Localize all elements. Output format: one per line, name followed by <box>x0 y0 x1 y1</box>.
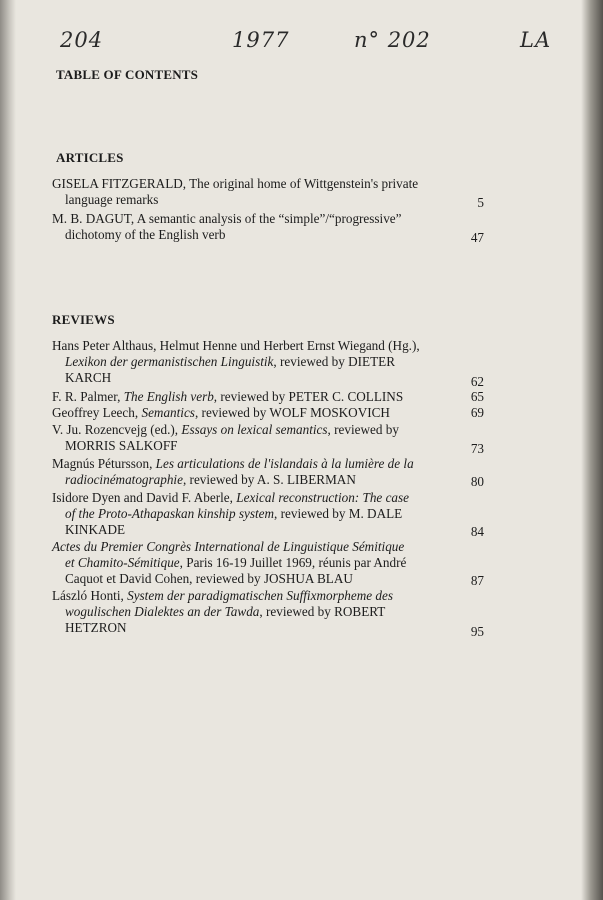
entry-line: Magnús Pétursson, Les articulations de l'islandais à la lumière de la <box>52 456 414 471</box>
entry-line: et Chamito-Sémitique, Paris 16-19 Juillet 1969, réunis par André <box>65 555 407 570</box>
entry-line: KARCH <box>65 370 112 385</box>
entry-line: Caquot et David Cohen, reviewed by JOSHUA BLAU <box>65 571 353 586</box>
entry-line: dichotomy of the English verb <box>65 227 226 242</box>
page-number: 73 <box>470 441 484 456</box>
review-entry <box>52 490 484 538</box>
page-number: 69 <box>470 405 484 420</box>
review-entry <box>52 539 484 587</box>
entry-line: of the Proto-Athapaskan kinship system, reviewed by M. DALE <box>65 506 403 521</box>
review-entry <box>52 338 484 389</box>
entry-line: GISELA FITZGERALD, The original home of Wittgenstein's private <box>52 176 419 191</box>
book-title: Semantics <box>141 405 195 420</box>
book-title: System der paradigmatischen Suffixmorpheme des <box>127 588 393 603</box>
page-number: 80 <box>470 474 484 489</box>
book-title: of the Proto-Athapaskan kinship system <box>65 506 275 521</box>
handwritten-annotation-year: 1977 <box>232 28 290 52</box>
book-title: Essays on lexical semantics <box>181 422 328 437</box>
entry-line: Lexikon der germanistischen Linguistik, reviewed by DIETER <box>65 354 396 369</box>
entry-line: F. R. Palmer, The English verb, reviewed by PETER C. COLLINS <box>52 389 404 404</box>
entry-line: HETZRON <box>65 620 127 635</box>
book-title: et Chamito-Sémitique <box>65 555 180 570</box>
entry-line: MORRIS SALKOFF <box>65 438 178 453</box>
page-number: 62 <box>470 374 484 389</box>
book-title: wogulischen Dialektes an der Tawda <box>65 604 260 619</box>
page-number: 87 <box>470 573 484 588</box>
entry-line: KINKADE <box>65 522 126 537</box>
page-number: 47 <box>470 230 484 245</box>
book-title: Les articulations de l'islandais à la lumière de la <box>155 456 414 471</box>
entry-line: language remarks <box>65 192 159 207</box>
book-title: Lexikon der germanistischen Linguistik <box>65 354 274 369</box>
handwritten-annotation-number: n° 202 <box>354 28 431 52</box>
book-title: Lexical reconstruction: The case <box>236 490 410 505</box>
scan-edge-right <box>581 0 603 900</box>
page-number: 65 <box>470 389 484 404</box>
review-entry <box>52 405 484 421</box>
article-entry <box>52 211 484 243</box>
entry-line <box>52 539 484 555</box>
review-entry <box>52 456 484 488</box>
page-number: 84 <box>470 524 484 539</box>
entry-line: László Honti, System der paradigmatischen Suffixmorpheme des <box>52 588 393 603</box>
book-title: The English verb <box>123 389 214 404</box>
handwritten-annotation-left: 204 <box>60 28 104 52</box>
entry-line: Hans Peter Althaus, Helmut Henne und Herbert Ernst Wiegand (Hg.), <box>52 338 420 353</box>
reviews-heading: REVIEWS <box>52 312 115 327</box>
page-number: 95 <box>470 624 484 639</box>
page-number: 5 <box>477 195 484 210</box>
book-title: radiocinématographie <box>65 472 183 487</box>
review-entry <box>52 588 484 639</box>
entry-line: Isidore Dyen and David F. Aberle, Lexical reconstruction: The case <box>52 490 410 505</box>
scan-edge-left <box>0 0 16 900</box>
articles-heading: ARTICLES <box>56 150 124 165</box>
book-title: Actes du Premier Congrès International de Linguistique Sémitique <box>52 539 405 554</box>
handwritten-annotation-right: LA <box>520 28 552 52</box>
review-entry <box>52 389 484 405</box>
entry-line: wogulischen Dialektes an der Tawda, reviewed by ROBERT <box>65 604 386 619</box>
page-title: TABLE OF CONTENTS <box>56 67 199 82</box>
entry-line: M. B. DAGUT, A semantic analysis of the “simple”/“progressive” <box>52 211 402 226</box>
review-entry <box>52 422 484 454</box>
entry-line: radiocinématographie, reviewed by A. S. LIBERMAN <box>65 472 356 487</box>
entry-line: V. Ju. Rozencvejg (ed.), Essays on lexical semantics, reviewed by <box>52 422 399 437</box>
entry-line: Geoffrey Leech, Semantics, reviewed by WOLF MOSKOVICH <box>52 405 390 420</box>
article-entry <box>52 176 484 208</box>
